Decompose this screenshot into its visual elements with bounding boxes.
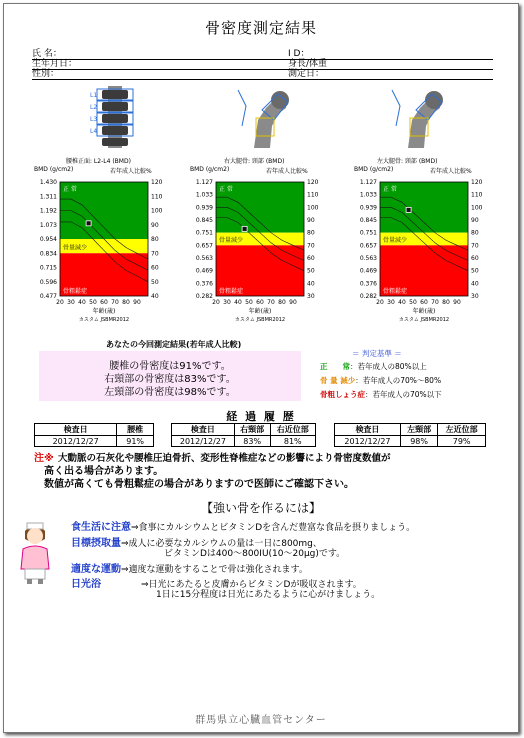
x-tick-label: 30 — [223, 299, 231, 306]
right-tick-label: 80 — [151, 236, 159, 243]
svg-text:L1: L1 — [90, 92, 98, 99]
history-table-right — [171, 423, 316, 447]
left-tick-label: 0.469 — [195, 267, 213, 275]
zone-normal-label: 正 常 — [63, 186, 77, 193]
spine-scan-image — [80, 86, 148, 152]
right-tick-label: 110 — [151, 193, 163, 201]
tip-intake-text-2: ビタミンDは400～800IU(10～20μg)です。 — [164, 549, 346, 559]
x-tick-label: 70 — [431, 299, 439, 306]
dob-label: 生年月日： — [32, 59, 78, 69]
x-tick-label: 90 — [289, 299, 297, 306]
left-tick-label: 0.376 — [195, 280, 213, 288]
zone-low-label: 骨量減少 — [219, 237, 244, 245]
tip-exercise — [71, 560, 308, 575]
x-tick-label: 40 — [234, 299, 242, 306]
left-tick-label: 1.127 — [195, 179, 213, 186]
height-weight-label: 身長/体重 — [288, 59, 328, 69]
x-axis-label: 年齢(歳) — [248, 308, 272, 315]
x-tick-label: 50 — [89, 299, 97, 306]
chart3-left-axis-label: BMD (g/cm2) — [354, 166, 394, 173]
right-tick-label: 50 — [151, 278, 159, 286]
criteria-low-text: ：若年成人の70%～80% — [355, 376, 442, 385]
x-tick-label: 50 — [245, 299, 253, 306]
left-tick-label: 0.834 — [39, 250, 57, 258]
x-tick-label: 30 — [387, 299, 395, 306]
history-cell: 79% — [438, 436, 486, 447]
chart-footnote: カスタム JSBMR2012 — [78, 317, 130, 323]
x-tick-label: 80 — [278, 299, 286, 306]
footer-institution: 群馬県立心臓血管センター — [195, 715, 327, 726]
x-tick-label: 20 — [212, 299, 220, 306]
name-label: 氏 名： — [32, 49, 62, 59]
x-axis-label: 年齢(歳) — [92, 308, 116, 315]
tip-diet — [71, 518, 415, 533]
left-tick-label: 1.127 — [359, 179, 377, 186]
history-title: 経 過 履 歴 — [226, 410, 296, 423]
right-tick-label: 70 — [151, 250, 159, 258]
right-tick-label: 60 — [471, 255, 479, 262]
right-tick-label: 90 — [151, 221, 159, 229]
x-tick-label: 80 — [122, 299, 130, 306]
svg-text:L3: L3 — [90, 116, 98, 123]
x-axis-label: 年齢(歳) — [412, 308, 436, 315]
chart2-right-axis-label: 若年成人比較% — [266, 168, 308, 175]
zone-osteo-label: 骨粗鬆症 — [383, 288, 408, 295]
history-header: 左近位部 — [438, 424, 486, 436]
left-tick-label: 0.954 — [39, 236, 57, 243]
zone-osteo-label: 骨粗鬆症 — [219, 288, 244, 295]
history-header: 検査日 — [335, 424, 401, 436]
criteria-normal-label: 正 常 — [320, 362, 350, 371]
x-tick-label: 80 — [442, 299, 450, 306]
history-header: 左頸部 — [400, 424, 437, 436]
zone-osteo-label: 骨粗鬆症 — [63, 288, 88, 295]
right-femur-caption: 右大腿骨: 頸部 (BMD) — [224, 158, 285, 165]
chart-right-femur — [180, 178, 340, 333]
criteria-heading: ＝ 判定基準 ＝ — [352, 349, 402, 358]
left-tick-label: 1.430 — [39, 179, 57, 186]
zone-normal-label: 正 常 — [383, 186, 397, 193]
x-tick-label: 40 — [78, 299, 86, 306]
x-tick-label: 70 — [111, 299, 119, 306]
zone-low-label: 骨量減少 — [383, 237, 408, 245]
history-cell: 2012/12/27 — [172, 436, 235, 447]
sex-label: 性別： — [32, 69, 60, 79]
history-cell: 81% — [270, 436, 316, 447]
history-table-left — [334, 423, 486, 447]
left-tick-label: 0.657 — [359, 242, 377, 250]
history-header: 検査日 — [35, 424, 117, 436]
right-tick-label: 40 — [151, 293, 159, 300]
caution-tag: 注※ — [34, 453, 54, 464]
right-tick-label: 60 — [307, 255, 315, 262]
left-tick-label: 0.563 — [195, 255, 213, 262]
right-tick-label: 80 — [307, 229, 315, 237]
right-tick-label: 50 — [471, 267, 479, 275]
left-tick-label: 1.311 — [39, 193, 57, 201]
left-tick-label: 0.469 — [359, 267, 377, 275]
right-tick-label: 100 — [307, 204, 319, 212]
left-tick-label: 0.751 — [195, 229, 213, 237]
history-cell: 83% — [234, 436, 270, 447]
right-tick-label: 120 — [307, 179, 319, 186]
right-femur-scan-image — [234, 86, 298, 152]
x-tick-label: 20 — [376, 299, 384, 306]
history-header: 検査日 — [172, 424, 235, 436]
left-tick-label: 1.192 — [39, 207, 57, 215]
left-tick-label: 0.282 — [195, 293, 213, 300]
id-label: I D： — [288, 49, 310, 59]
criteria-osteo-text: ：若年成人の70%以下 — [365, 390, 442, 399]
history-header: 右近位部 — [270, 424, 316, 436]
chart1-left-axis-label: BMD (g/cm2) — [34, 166, 74, 173]
left-tick-label: 0.751 — [359, 229, 377, 237]
right-tick-label: 100 — [471, 204, 483, 212]
chart3-right-axis-label: 若年成人比較% — [430, 168, 472, 175]
left-tick-label: 1.073 — [39, 221, 57, 229]
patient-marker — [242, 226, 247, 231]
left-tick-label: 0.657 — [195, 242, 213, 250]
right-tick-label: 90 — [307, 217, 315, 224]
spine-caption: 腰椎正面: L2-L4 (BMD) — [66, 158, 131, 165]
right-tick-label: 40 — [307, 280, 315, 288]
caution-line-2: 高く出る場合があります。 — [44, 466, 164, 477]
left-tick-label: 0.376 — [359, 280, 377, 288]
chart2-left-axis-label: BMD (g/cm2) — [190, 166, 230, 173]
tip-intake-text: ⇒成人に必要なカルシウムの量は一日に800mg、 — [121, 539, 322, 549]
x-tick-label: 60 — [100, 299, 108, 306]
history-cell: 2012/12/27 — [35, 436, 117, 447]
right-tick-label: 50 — [307, 267, 315, 275]
criteria-osteo-label: 骨粗しょう症 — [320, 390, 365, 399]
results-box — [39, 351, 301, 401]
x-tick-label: 90 — [133, 299, 141, 306]
tips-heading: 【強い骨を作るには】 — [200, 501, 321, 515]
left-tick-label: 1.033 — [195, 191, 213, 199]
right-tick-label: 30 — [471, 293, 479, 300]
right-tick-label: 120 — [151, 179, 163, 186]
left-tick-label: 0.939 — [359, 204, 377, 212]
left-tick-label: 0.845 — [359, 217, 377, 224]
tip-sunlight-key: 日光浴 — [71, 579, 101, 590]
right-tick-label: 110 — [307, 191, 319, 199]
left-tick-label: 0.845 — [195, 217, 213, 224]
x-tick-label: 70 — [267, 299, 275, 306]
svg-text:L2: L2 — [90, 104, 98, 111]
criteria-low-label: 骨 量 減少 — [320, 376, 356, 385]
x-tick-label: 90 — [453, 299, 461, 306]
result-left-neck: 左頸部の骨密度は98%です。 — [104, 387, 236, 398]
right-tick-label: 120 — [471, 179, 483, 186]
result-right-neck: 右頸部の骨密度は83%です。 — [104, 374, 236, 385]
tip-diet-text: ⇒食事にカルシウムとビタミンDを含んだ豊富な食品を摂りましょう。 — [131, 523, 416, 533]
left-tick-label: 0.596 — [39, 278, 57, 286]
info-divider — [32, 79, 493, 80]
result-spine: 腰椎の骨密度は91%です。 — [109, 361, 231, 372]
caution-line-1: 大動脈の石灰化や腰椎圧迫骨折、変形性脊椎症などの影響により骨密度数値が — [58, 453, 391, 464]
chart-footnote: カスタム JSBMR2012 — [234, 317, 286, 323]
svg-text:L4: L4 — [90, 128, 98, 135]
info-divider — [32, 59, 493, 60]
zone-normal-label: 正 常 — [219, 186, 233, 193]
left-femur-caption: 左大腿骨: 頸部 (BMD) — [377, 158, 438, 165]
patient-marker — [406, 207, 411, 212]
left-tick-label: 1.033 — [359, 191, 377, 199]
history-cell: 91% — [117, 436, 154, 447]
x-tick-label: 30 — [67, 299, 75, 306]
tip-exercise-text: ⇒適度な運動をすることで骨は強化されます。 — [121, 565, 308, 575]
report-page — [3, 3, 519, 733]
tip-sunlight-text: ⇒日光にあたると皮膚からビタミンDが吸収されます。 — [141, 580, 362, 590]
tip-diet-key: 食生活に注意 — [71, 522, 131, 533]
chart-spine — [24, 178, 184, 333]
zone-low-label: 骨量減少 — [63, 244, 88, 252]
left-tick-label: 0.715 — [39, 264, 57, 272]
criteria-normal-text: ：若年成人の80%以上 — [350, 362, 427, 371]
right-tick-label: 110 — [471, 191, 483, 199]
x-tick-label: 20 — [56, 299, 64, 306]
page-title: 骨密度測定結果 — [204, 19, 317, 37]
right-tick-label: 30 — [307, 293, 315, 300]
patient-info — [32, 49, 493, 79]
tip-exercise-key: 適度な運動 — [71, 564, 121, 575]
tip-sunlight-text-2: 1日に15分程度は日光にあたるように心がけましょう。 — [156, 590, 381, 600]
history-header: 右頸部 — [234, 424, 270, 436]
right-tick-label: 70 — [307, 242, 315, 250]
x-tick-label: 40 — [398, 299, 406, 306]
measure-date-label: 測定日： — [288, 69, 325, 79]
history-header: 腰椎 — [117, 424, 154, 436]
right-tick-label: 100 — [151, 207, 163, 215]
x-tick-label: 60 — [420, 299, 428, 306]
history-cell: 2012/12/27 — [335, 436, 401, 447]
history-cell: 98% — [400, 436, 437, 447]
right-tick-label: 70 — [471, 242, 479, 250]
chart-left-femur — [344, 178, 504, 333]
x-tick-label: 50 — [409, 299, 417, 306]
left-tick-label: 0.477 — [39, 293, 57, 300]
left-tick-label: 0.563 — [359, 255, 377, 262]
results-heading: あなたの今回測定結果(若年成人比較) — [106, 340, 242, 349]
right-tick-label: 60 — [151, 264, 159, 272]
right-tick-label: 40 — [471, 280, 479, 288]
right-tick-label: 80 — [471, 229, 479, 237]
chart1-right-axis-label: 若年成人比較% — [110, 168, 152, 175]
history-table-spine — [34, 423, 154, 447]
nurse-illustration — [13, 519, 57, 589]
patient-marker — [86, 221, 91, 226]
info-divider — [32, 69, 493, 70]
left-femur-scan-image — [388, 86, 452, 152]
chart-footnote: カスタム JSBMR2012 — [398, 317, 450, 323]
tip-intake-key: 目標摂取量 — [71, 538, 121, 549]
x-tick-label: 60 — [256, 299, 264, 306]
caution-line-3: 数値が高くても骨粗鬆症の場合がありますので医師にご確認下さい。 — [44, 479, 354, 490]
right-tick-label: 90 — [471, 217, 479, 224]
left-tick-label: 0.282 — [359, 293, 377, 300]
left-tick-label: 0.939 — [195, 204, 213, 212]
